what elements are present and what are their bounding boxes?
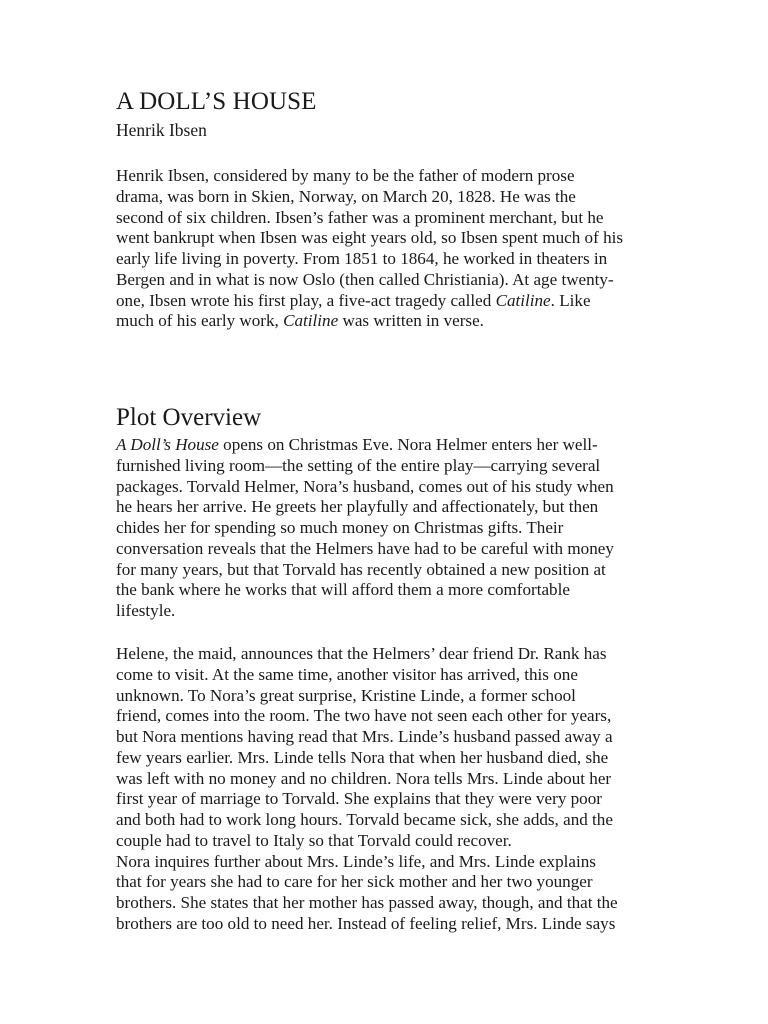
text-line xyxy=(116,539,614,560)
text-line xyxy=(116,852,618,873)
text-line xyxy=(116,727,618,748)
text-run: that for years she had to care for her sick mother and her two younger xyxy=(116,872,593,892)
text-line xyxy=(116,208,623,229)
text-run: Henrik Ibsen, considered by many to be the father of modern prose xyxy=(116,166,575,185)
plot-paragraph-1 xyxy=(116,435,614,622)
text-line xyxy=(116,810,618,831)
text-run: packages. Torvald Helmer, Nora’s husband, comes out of his study when xyxy=(116,476,614,496)
text-line xyxy=(116,166,623,187)
text-run: and both had to work long hours. Torvald became sick, she adds, and the xyxy=(116,810,613,829)
text-line xyxy=(116,872,618,893)
text-run: Helene, the maid, announces that the Helmers’ dear friend Dr. Rank has xyxy=(116,644,607,663)
text-line xyxy=(116,311,623,332)
text-line xyxy=(116,789,618,810)
text-line xyxy=(116,228,623,249)
text-line xyxy=(116,477,614,498)
text-run: conversation reveals that the Helmers have had to be careful with money xyxy=(116,538,614,558)
italic-title: Catiline xyxy=(495,290,551,310)
text-run: lifestyle. xyxy=(116,601,176,620)
text-run: furnished living room—the setting of the entire play—carrying several xyxy=(116,455,601,475)
text-run: come to visit. At the same time, another visitor has arrived, this one xyxy=(116,664,578,684)
text-run: unknown. To Nora’s great surprise, Kristine Linde, a former school xyxy=(116,685,576,705)
text-run: for many years, but that Torvald has recently obtained a new position at xyxy=(116,559,606,579)
text-line xyxy=(116,270,623,291)
text-line xyxy=(116,456,614,477)
text-run: early life living in poverty. From 1851 to 1864, he worked in theaters in xyxy=(116,249,608,268)
text-run: went bankrupt when Ibsen was eight years old, so Ibsen spent much of his xyxy=(116,228,624,248)
text-run: Nora inquires further about Mrs. Linde’s life, and Mrs. Linde explains xyxy=(116,851,596,871)
text-run: chides her for spending so much money on Christmas gifts. Their xyxy=(116,518,564,537)
text-run: . Like xyxy=(550,290,591,310)
text-run: few years earlier. Mrs. Linde tells Nora that when her husband died, she xyxy=(116,747,609,767)
text-line xyxy=(116,665,618,686)
text-line xyxy=(116,831,618,852)
text-line xyxy=(116,187,623,208)
text-line xyxy=(116,291,623,312)
text-run: the bank where he works that will afford them a more comfortable xyxy=(116,580,570,600)
intro-paragraph xyxy=(116,166,623,332)
text-line xyxy=(116,435,614,456)
text-run: opens on Christmas Eve. Nora Helmer enters her well- xyxy=(218,435,598,454)
italic-title: Catiline xyxy=(283,311,339,331)
text-run: much of his early work, xyxy=(116,311,284,331)
text-run: first year of marriage to Torvald. She explains that they were very poor xyxy=(116,789,602,809)
text-run: was left with no money and no children. Nora tells Mrs. Linde about her xyxy=(116,768,612,788)
text-line xyxy=(116,497,614,518)
text-line xyxy=(116,644,618,665)
text-run: friend, comes into the room. The two have not seen each other for years, xyxy=(116,706,612,726)
text-run: Bergen and in what is now Oslo (then called Christiania). At age twenty- xyxy=(116,269,614,289)
document-title: A DOLL’S HOUSE xyxy=(116,88,317,115)
text-line xyxy=(116,560,614,581)
text-line xyxy=(116,748,618,769)
text-line xyxy=(116,249,623,270)
text-line xyxy=(116,914,618,935)
text-line xyxy=(116,580,614,601)
text-line xyxy=(116,769,618,790)
text-line xyxy=(116,686,618,707)
text-run: brothers. She states that her mother has passed away, though, and that the xyxy=(116,893,618,912)
text-run: drama, was born in Skien, Norway, on March 20, 1828. He was the xyxy=(116,186,576,206)
text-run: second of six children. Ibsen’s father was a prominent merchant, but he xyxy=(116,207,604,227)
text-line xyxy=(116,706,618,727)
italic-title: A Doll’s House xyxy=(116,435,219,454)
plot-overview-heading: Plot Overview xyxy=(116,404,262,431)
text-line xyxy=(116,601,614,622)
text-run: was written in verse. xyxy=(338,311,484,331)
text-run: one, Ibsen wrote his first play, a five-act tragedy called xyxy=(116,290,496,310)
text-run: brothers are too old to need her. Instead of feeling relief, Mrs. Linde says xyxy=(116,913,616,933)
text-run: but Nora mentions having read that Mrs. Linde’s husband passed away a xyxy=(116,727,613,746)
plot-paragraph-2 xyxy=(116,644,618,935)
text-run: he hears her arrive. He greets her playfully and affectionately, but then xyxy=(116,497,599,517)
document-author: Henrik Ibsen xyxy=(116,120,207,140)
text-run: couple had to travel to Italy so that Torvald could recover. xyxy=(116,830,512,850)
text-line xyxy=(116,518,614,539)
text-line xyxy=(116,893,618,914)
